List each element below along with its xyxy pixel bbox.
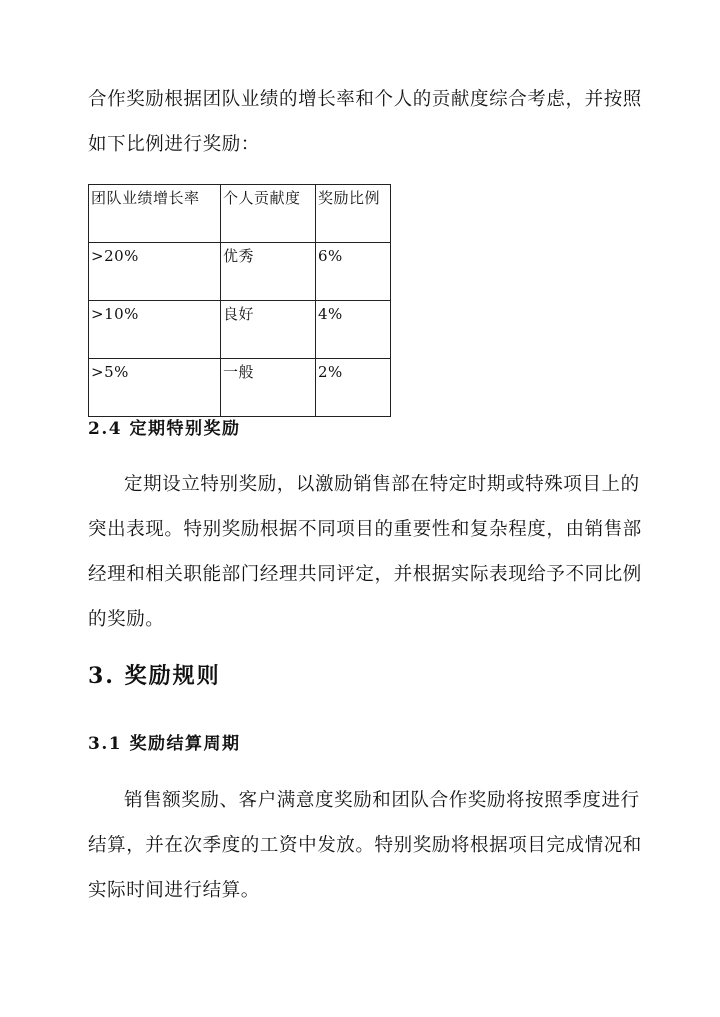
- paragraph-line: 定期设立特别奖励，以激励销售部在特定时期或特殊项目上的: [124, 474, 640, 495]
- reward-ratio-table: [88, 184, 391, 417]
- table-row: [89, 359, 391, 417]
- paragraph-line: 突出表现。特别奖励根据不同项目的重要性和复杂程度，由销售部: [88, 519, 642, 540]
- paragraph-line: 实际时间进行结算。: [88, 880, 260, 901]
- table-cell: 优秀: [221, 243, 316, 301]
- paragraph-line: 合作奖励根据团队业绩的增长率和个人的贡献度综合考虑，并按照: [88, 89, 642, 110]
- table-cell: 4%: [316, 301, 391, 359]
- chapter-heading: 3. 奖励规则: [88, 663, 221, 689]
- table-cell: 6%: [316, 243, 391, 301]
- paragraph-line: 如下比例进行奖励：: [88, 134, 260, 155]
- table-header-cell: 个人贡献度: [221, 185, 316, 243]
- table-row: [89, 243, 391, 301]
- section-heading: 3.1 奖励结算周期: [88, 734, 241, 754]
- paragraph-line: 销售额奖励、客户满意度奖励和团队合作奖励将按照季度进行: [124, 790, 640, 811]
- table-header-cell: 团队业绩增长率: [89, 185, 221, 243]
- table-header-cell: 奖励比例: [316, 185, 391, 243]
- table-cell: >10%: [89, 301, 221, 359]
- table-row: [89, 301, 391, 359]
- paragraph-line: 结算，并在次季度的工资中发放。特别奖励将根据项目完成情况和: [88, 835, 642, 856]
- paragraph-line: 经理和相关职能部门经理共同评定，并根据实际表现给予不同比例: [88, 564, 642, 585]
- section-heading: 2.4 定期特别奖励: [88, 419, 241, 439]
- table-cell: 一般: [221, 359, 316, 417]
- table-cell: 2%: [316, 359, 391, 417]
- paragraph-line: 的奖励。: [88, 609, 165, 630]
- table-cell: 良好: [221, 301, 316, 359]
- table-cell: >5%: [89, 359, 221, 417]
- table-cell: >20%: [89, 243, 221, 301]
- table-header-row: [89, 185, 391, 243]
